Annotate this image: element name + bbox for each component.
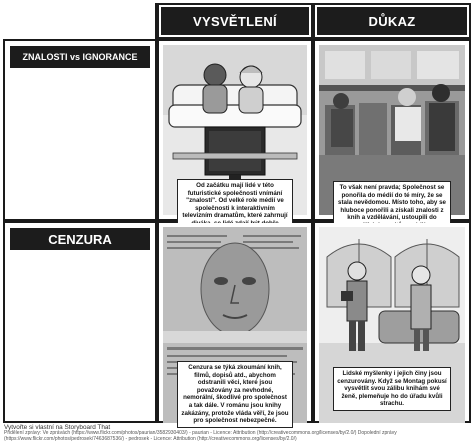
row-label: CENZURA [10,228,150,250]
made-with-link[interactable]: Vytvořte si vlastní na Storyboard That [4,424,111,431]
panel-caption: Lidské myšlenky i jejich činy jsou cenzurovány. Když se Montag pokusí vysvětlit svou zálibu knihám své ženě, plemeňuje ho do úřadu kvůli strachu. [333,367,451,411]
row-label-cell [5,223,155,421]
column-header-evidence [315,5,469,37]
storyboard-grid [3,3,471,423]
panel-caption: Od začátku mají lidé v této futuristické společnosti vnímání "znalostí". Od velké role médií ve společnosti k interaktivním televizním dramatům, které zahrnují [177,179,293,238]
row-label-cell [5,41,155,219]
row-label: ZNALOSTI vs IGNORANCE [10,46,150,68]
column-header-explanation [159,5,311,37]
panel-caption: To však není pravda; Společnost se ponořila do médií do té míry, že se stala nevědomou. Místo toho, aby se hluboce ponořili a získali znalosti z knih a vzdělávání, ustoupili do [333,181,451,233]
corner-cell [3,3,155,39]
panel-evidence-1 [315,41,469,222]
panel-evidence-2 [315,223,469,421]
panel-explanation-2 [159,223,311,425]
image-credit: Přidělení zprávy: Ve zprávách (https://www.flickr.com/photos/paurian/3582930403/) - paurian - Licence: Attribution (http://creativecommons.org/licenses/by/2.0/) Dopolední zprávy (https://www.flickr.com/photos/pedrosek/7463687536/) - pedrosek - Licence: Attribution (http://creativecommons.org/licenses/by/2.0/) [4,430,397,442]
column-header-label: DŮKAZ [368,13,416,29]
column-header-label: VYSVĚTLENÍ [193,13,277,29]
panel-explanation-1 [159,41,311,219]
panel-caption: Cenzura se týká zkoumání knih, filmů, dopisů atd., abychom odstranili věci, které jsou považovány za nevhodné, nemorální, škodlivé pro společnost a tak dále. V románu jsou knihy zakázány, protože vláda věří, že jsou pro společnost nebezpečné. [177,361,293,428]
